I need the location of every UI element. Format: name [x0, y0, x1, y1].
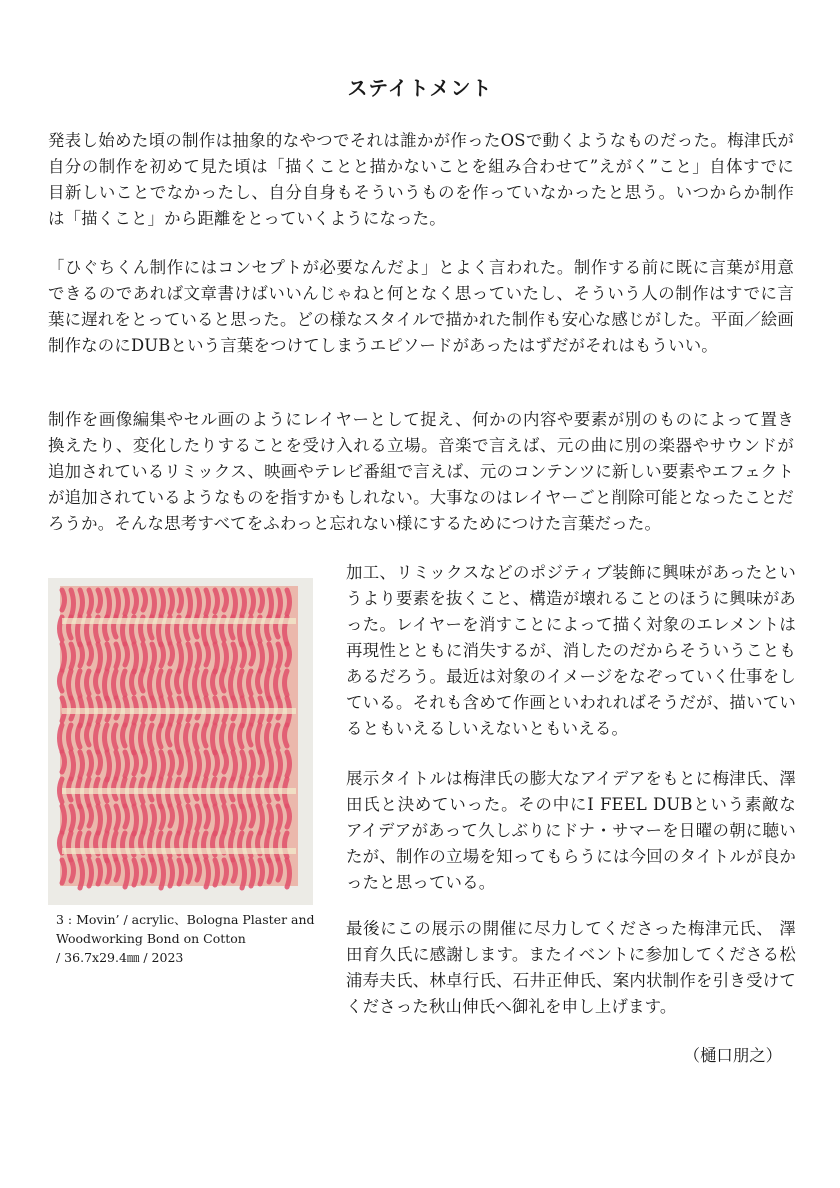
statement-paragraph-5: 展示タイトルは梅津氏の膨大なアイデアをもとに梅津氏、澤田氏と決めていった。その中にI FEEL DUBという素敵なアイデアがあって久しぶりにドナ・サマーを日曜の朝に聴いたが、制作の立場を知ってもらうには今回のタイトルが良かったと思っている。 — [346, 769, 796, 892]
statement-title: ステイトメント — [347, 76, 493, 100]
artwork-caption — [56, 910, 326, 967]
statement-paragraph-3: 制作を画像編集やセル画のようにレイヤーとして捉え、何かの内容や要素が別のものによって置き換えたり、変化したりすることを受け入れる立場。音楽で言えば、元の曲に別の楽器やサウンドが追加されているリミックス、映画やテレビ番組で言えば、元のコンテンツに新しい要素やエフェクトが追加されているようなものを指すかもしれない。大事なのはレイヤーごと削除可能となったことだろうか。そんな思考すべてをふわっと忘れない様にするためにつけた言葉だった。 — [48, 410, 794, 533]
caption-line-1: 3 : Movin’ / acrylic、Bologna Plaster and — [56, 912, 315, 927]
caption-line-3: / 36.7x29.4㎜ / 2023 — [56, 950, 184, 965]
statement-paragraph-1: 発表し始めた頃の制作は抽象的なやつでそれは誰かが作ったOSで動くようなものだった。梅津氏が自分の制作を初めて見た頃は「描くことと描かないことを組み合わせて”えがく”こと」自体すでに目新しいことでなかったし、自分自身もそういうものを作っていなかったと思う。いつからか制作は「描くこと」から距離をとっていくようになった。 — [48, 131, 794, 228]
caption-line-2: Woodworking Bond on Cotton — [56, 931, 246, 946]
statement-paragraph-2: 「ひぐちくん制作にはコンセプトが必要なんだよ」とよく言われた。制作する前に既に言葉が用意できるのであれば文章書けばいいんじゃねと何となく思っていたし、そういう人の制作はすでに言葉に遅れをとっていると思った。どの様なスタイルで描かれた制作も安心な感じがした。平面／絵画制作なのにDUBという言葉をつけてしまうエピソードがあったはずだがそれはもういい。 — [48, 258, 794, 355]
artwork-image — [48, 578, 313, 905]
statement-paragraph-4: 加工、リミックスなどのポジティブ装飾に興味があったというより要素を抜くこと、構造が壊れることのほうに興味があった。レイヤーを消すことによって描く対象のエレメントは再現性とともに消失するが、消したのだからそういうこともあるだろう。最近は対象のイメージをなぞっていく仕事をしている。それも含めて作画といわれればそうだが、描いているともいえるしいえないともいえる。 — [346, 563, 796, 738]
author-signature: （樋口朋之） — [683, 1046, 782, 1065]
statement-paragraph-6: 最後にこの展示の開催に尽力してくださった梅津元氏、 澤田育久氏に感謝します。またイベントに参加してくださる松浦寿夫氏、林卓行氏、石井正伸氏、案内状制作を引き受けてくださった秋山伸氏へ御礼を申し上げます。 — [346, 919, 796, 1016]
